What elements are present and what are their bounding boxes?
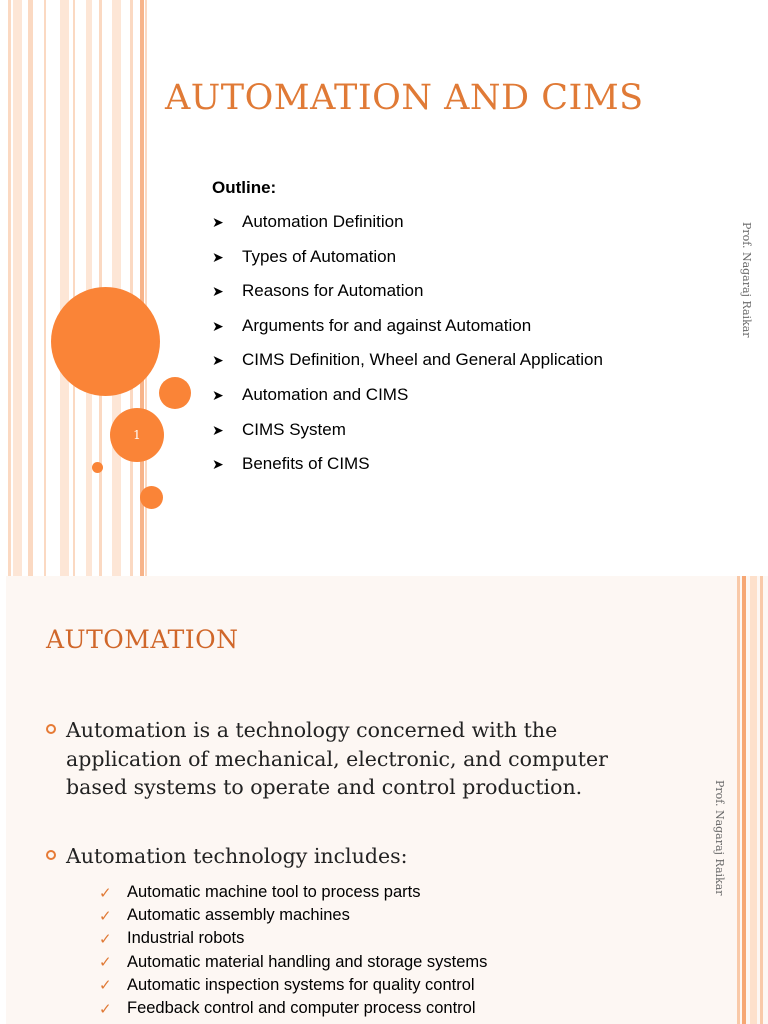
list-item: ➤ Reasons for Automation — [212, 281, 424, 301]
page-number: 1 — [133, 428, 141, 442]
bullet-paragraph — [46, 842, 646, 871]
checkmark-icon: ✓ — [99, 930, 112, 948]
arrow-bullet-icon: ➤ — [212, 386, 224, 403]
list-item: ➤ Arguments for and against Automation — [212, 315, 532, 335]
author-credit: Prof. Nagaraj Raikar — [740, 222, 753, 338]
decorative-circle — [159, 377, 191, 409]
arrow-bullet-icon: ➤ — [212, 283, 224, 300]
page-number-badge — [110, 408, 164, 462]
list-item: ➤ Automation Definition — [212, 212, 404, 231]
slide-title: AUTOMATION — [46, 625, 239, 654]
decorative-stripe — [750, 576, 757, 1024]
decorative-stripe — [73, 0, 75, 576]
decorative-stripe — [13, 0, 22, 576]
list-item: ➤ Types of Automation — [212, 246, 397, 266]
decorative-stripe — [760, 576, 763, 1024]
decorative-circle-large — [51, 287, 160, 396]
list-item: ✓ Automatic material handling and storage systems — [99, 952, 488, 972]
checkmark-icon: ✓ — [99, 977, 112, 995]
decorative-stripe — [737, 576, 740, 1024]
list-item: ➤ CIMS System — [212, 419, 346, 439]
arrow-bullet-icon: ➤ — [212, 421, 224, 438]
checkmark-icon: ✓ — [99, 907, 112, 925]
checkmark-icon: ✓ — [99, 954, 112, 972]
list-item: ➤ Benefits of CIMS — [212, 454, 370, 474]
decorative-stripe — [28, 0, 33, 576]
arrow-bullet-icon: ➤ — [212, 248, 224, 265]
author-credit: Prof. Nagaraj Raikar — [713, 780, 726, 896]
checkmark-icon: ✓ — [99, 884, 112, 902]
decorative-stripe — [44, 0, 46, 576]
decorative-stripe — [8, 0, 11, 576]
arrow-bullet-icon: ➤ — [212, 352, 224, 369]
arrow-bullet-icon: ➤ — [212, 214, 224, 230]
ring-bullet-icon — [46, 724, 56, 734]
list-item: ✓ Automatic machine tool to process parts — [99, 883, 421, 902]
ring-bullet-icon — [46, 850, 56, 860]
decorative-stripe — [130, 0, 133, 576]
list-item: ✓ Automatic inspection systems for quality control — [99, 975, 475, 995]
checklist — [99, 881, 487, 1020]
checkmark-icon: ✓ — [99, 1000, 112, 1018]
decorative-circle — [140, 486, 163, 509]
bullet-text: Automation technology includes: — [66, 844, 408, 868]
decorative-stripe — [60, 0, 69, 576]
arrow-bullet-icon: ➤ — [212, 317, 224, 334]
list-item: ✓ Industrial robots — [99, 929, 245, 948]
decorative-circle-small — [92, 462, 103, 473]
bullet-text: Automation is a technology concerned with the application of mechanical, electronic, and computer based systems to operate and control production. — [66, 718, 608, 799]
outline-heading: Outline: — [212, 178, 277, 197]
slide-title: AUTOMATION AND CIMS — [165, 78, 644, 118]
slide-gap — [0, 576, 6, 1024]
arrow-bullet-icon: ➤ — [212, 456, 224, 473]
bullet-paragraph — [46, 716, 636, 802]
list-item: ➤ CIMS Definition, Wheel and General Application — [212, 350, 603, 370]
outline-list — [212, 212, 603, 489]
list-item: ➤ Automation and CIMS — [212, 384, 409, 404]
decorative-stripe — [742, 576, 746, 1024]
list-item: ✓ Automatic assembly machines — [99, 906, 350, 925]
list-item: ✓ Feedback control and computer process control — [99, 999, 476, 1018]
